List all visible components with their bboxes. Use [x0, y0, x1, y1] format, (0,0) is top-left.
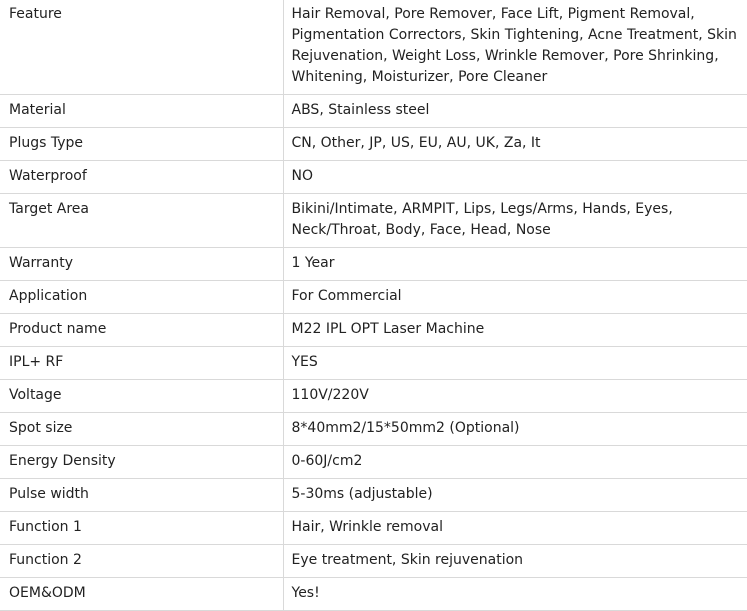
spec-value: NO: [283, 161, 747, 194]
table-row: [0, 95, 747, 128]
spec-label: Application: [0, 281, 283, 314]
table-row: [0, 161, 747, 194]
table-row: [0, 578, 747, 611]
spec-value: Hair Removal, Pore Remover, Face Lift, Pigment Removal, Pigmentation Correctors, Skin Tightening, Acne Treatment, Skin Rejuvenation, Weight Loss, Wrinkle Remover, Pore Shrinking, Whitening, Moisturizer, Pore Cleaner: [283, 0, 747, 95]
spec-value: Hair, Wrinkle removal: [283, 512, 747, 545]
table-row: [0, 545, 747, 578]
table-row: [0, 314, 747, 347]
spec-label: Function 2: [0, 545, 283, 578]
table-row: [0, 413, 747, 446]
spec-value: Bikini/Intimate, ARMPIT, Lips, Legs/Arms, Hands, Eyes, Neck/Throat, Body, Face, Head, Nose: [283, 194, 747, 248]
spec-label: Voltage: [0, 380, 283, 413]
table-row: [0, 512, 747, 545]
spec-value: 1 Year: [283, 248, 747, 281]
table-row: [0, 479, 747, 512]
table-row: [0, 0, 747, 95]
table-row: [0, 347, 747, 380]
spec-label: Energy Density: [0, 446, 283, 479]
spec-label: Waterproof: [0, 161, 283, 194]
spec-value: M22 IPL OPT Laser Machine: [283, 314, 747, 347]
spec-value: 0-60J/cm2: [283, 446, 747, 479]
spec-label: Material: [0, 95, 283, 128]
spec-value: ABS, Stainless steel: [283, 95, 747, 128]
spec-label: OEM&ODM: [0, 578, 283, 611]
spec-value: 110V/220V: [283, 380, 747, 413]
spec-value: 5-30ms (adjustable): [283, 479, 747, 512]
spec-label: Spot size: [0, 413, 283, 446]
spec-label: IPL+ RF: [0, 347, 283, 380]
spec-label: Warranty: [0, 248, 283, 281]
spec-label: Function 1: [0, 512, 283, 545]
table-row: [0, 446, 747, 479]
table-row: [0, 248, 747, 281]
spec-label: Pulse width: [0, 479, 283, 512]
spec-value: Eye treatment, Skin rejuvenation: [283, 545, 747, 578]
table-row: [0, 128, 747, 161]
table-row: [0, 194, 747, 248]
table-row: [0, 380, 747, 413]
spec-label: Target Area: [0, 194, 283, 248]
spec-label: Product name: [0, 314, 283, 347]
spec-value: YES: [283, 347, 747, 380]
table-row: [0, 281, 747, 314]
spec-label: Plugs Type: [0, 128, 283, 161]
spec-value: Yes!: [283, 578, 747, 611]
spec-label: Feature: [0, 0, 283, 95]
spec-value: CN, Other, JP, US, EU, AU, UK, Za, It: [283, 128, 747, 161]
spec-value: 8*40mm2/15*50mm2 (Optional): [283, 413, 747, 446]
spec-value: For Commercial: [283, 281, 747, 314]
